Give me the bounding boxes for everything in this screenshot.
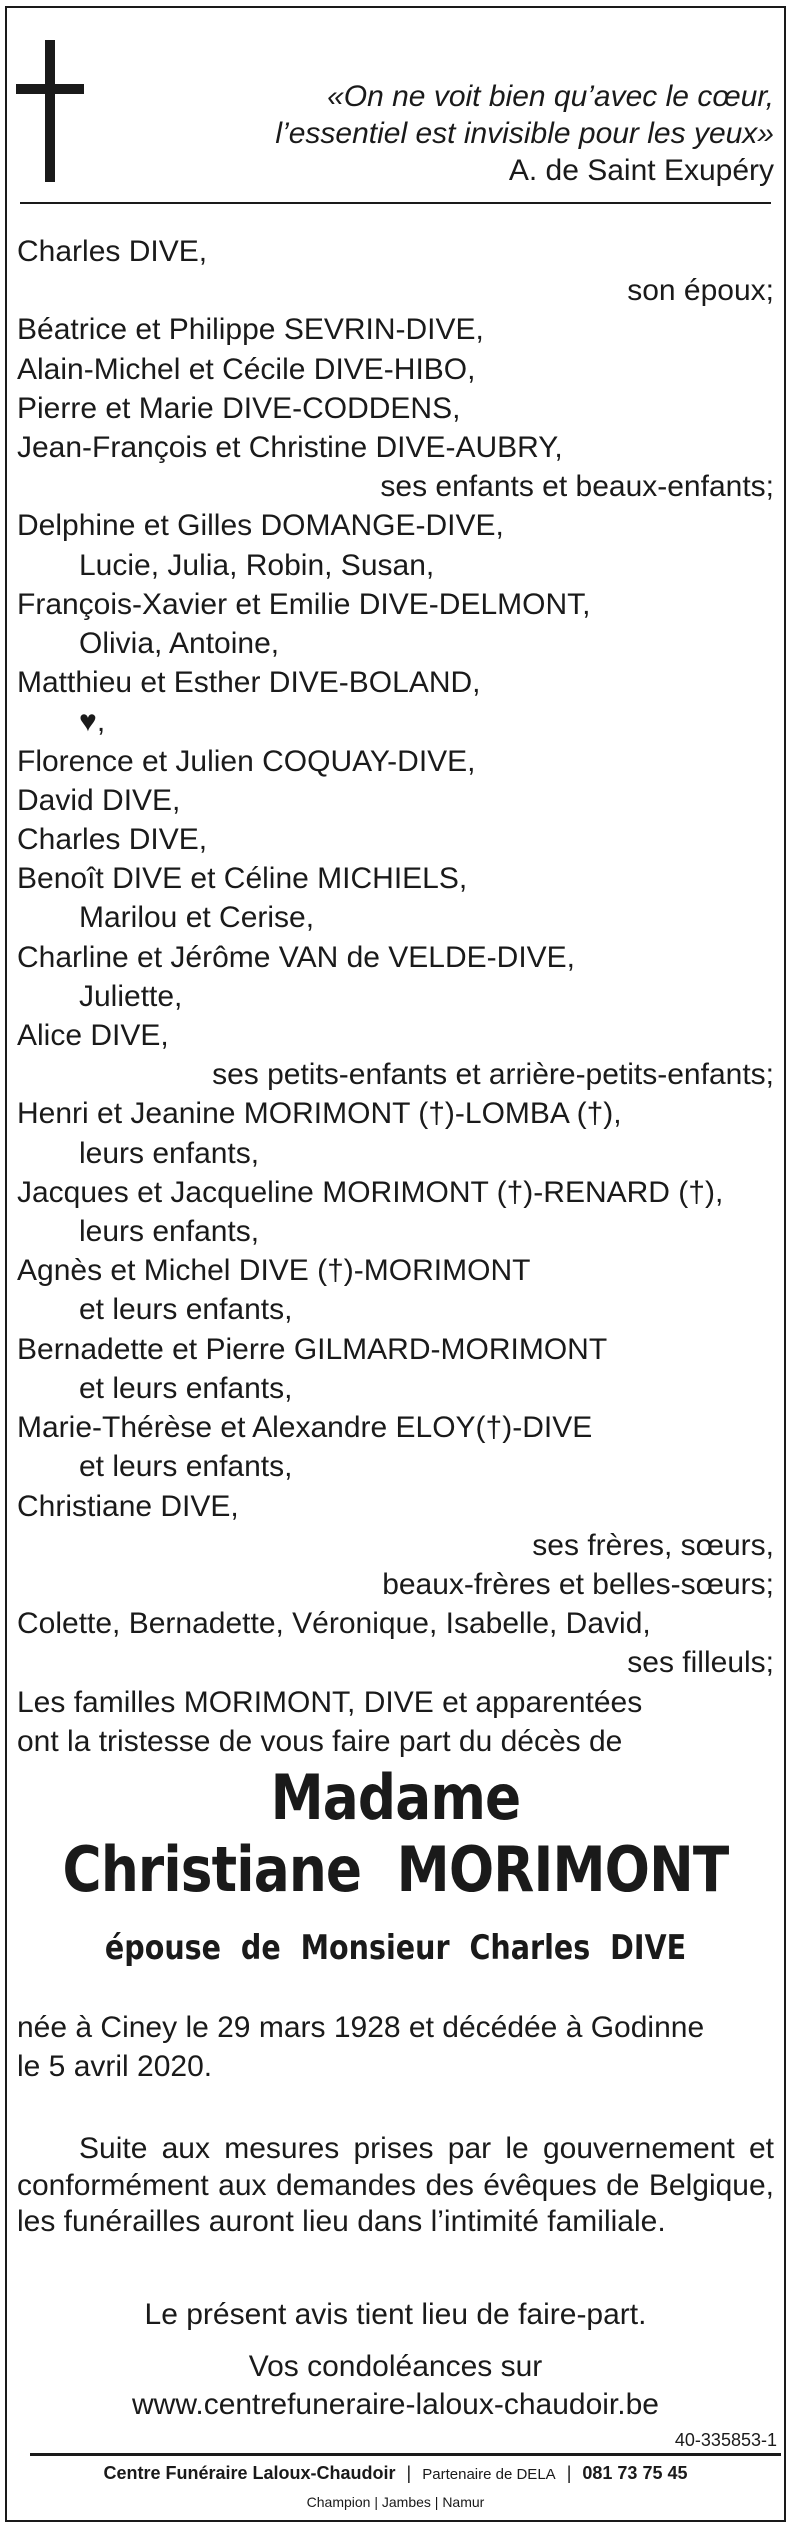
birth-death-line-2: le 5 avril 2020. — [17, 2050, 213, 2083]
siblings-relation-1: ses frères, sœurs, — [532, 1528, 774, 1562]
condolences-line: Vos condoléances sur — [248, 2350, 543, 2383]
present-notice: Le présent avis tient lieu de faire-part. — [144, 2298, 647, 2331]
announcement-line-2: ont la tristesse de vous faire part du décès de — [17, 1724, 623, 1758]
divider — [20, 202, 771, 204]
spouse-name: Charles DIVE, — [17, 235, 208, 268]
birth-death-line-1: née à Ciney le 29 mars 1928 et décédée à Godinne — [17, 2011, 705, 2044]
spouse-relation: son époux; — [627, 274, 774, 308]
list-item: Charles DIVE, — [17, 823, 208, 857]
children-list — [17, 310, 774, 467]
list-item: David DIVE, — [17, 783, 181, 817]
quote-line-1: «On ne voit bien qu’avec le cœur, — [327, 80, 774, 113]
grandchildren-list — [17, 506, 774, 1055]
siblings-list — [17, 1094, 774, 1525]
list-item: Juliette, — [79, 979, 183, 1013]
birth-death-dates — [17, 2008, 774, 2086]
list-item: leurs enfants, — [79, 1136, 260, 1170]
deceased-spouse: épouse de Monsieur Charles DIVE — [104, 1928, 687, 1968]
footer-phone[interactable]: 081 73 75 45 — [582, 2463, 688, 2483]
list-item: Charline et Jérôme VAN de VELDE-DIVE, — [17, 940, 576, 974]
list-item: Alice DIVE, — [17, 1019, 169, 1053]
list-item: Lucie, Julia, Robin, Susan, — [79, 548, 435, 582]
list-item: Bernadette et Pierre GILMARD-MORIMONT — [17, 1332, 608, 1366]
reference-number: 40-335853-1 — [674, 2430, 777, 2450]
list-item: leurs enfants, — [79, 1215, 260, 1249]
list-item: Olivia, Antoine, — [79, 627, 280, 661]
list-item: François-Xavier et Emilie DIVE-DELMONT, — [17, 587, 591, 621]
list-item: Jacques et Jacqueline MORIMONT (†)-RENARD (†), — [17, 1175, 724, 1209]
condolences-url[interactable]: www.centrefuneraire-laloux-chaudoir.be — [132, 2388, 659, 2421]
list-item: et leurs enfants, — [79, 1371, 293, 1405]
quote-author: A. de Saint Exupéry — [508, 154, 774, 187]
footer: Centre Funéraire Laloux-Chaudoir | Partenaire de DELA | 081 73 75 45 — [103, 2463, 688, 2483]
list-item: Alain-Michel et Cécile DIVE-HIBO, — [17, 352, 476, 386]
list-item: et leurs enfants, — [79, 1450, 293, 1484]
condolences — [0, 2348, 791, 2424]
list-item: Béatrice et Philippe SEVRIN-DIVE, — [17, 313, 484, 347]
list-item: Jean-François et Christine DIVE-AUBRY, — [17, 431, 563, 465]
list-item: Pierre et Marie DIVE-CODDENS, — [17, 391, 461, 425]
list-item: Henri et Jeanine MORIMONT (†)-LOMBA (†), — [17, 1097, 622, 1131]
deceased-block — [0, 1762, 791, 1968]
list-item: Benoît DIVE et Céline MICHIELS, — [17, 862, 468, 896]
list-item: Florence et Julien COQUAY-DIVE, — [17, 744, 476, 778]
siblings-relation-2: beaux-frères et belles-sœurs; — [382, 1567, 774, 1601]
footer-partner: Partenaire de DELA — [422, 2466, 556, 2483]
list-item: ♥, — [79, 705, 106, 739]
list-item: et leurs enfants, — [79, 1293, 293, 1327]
footer-locations: Champion | Jambes | Namur — [306, 2494, 485, 2510]
list-item: Marie-Thérèse et Alexandre ELOY(†)-DIVE — [17, 1411, 593, 1445]
deceased-title: Madame — [270, 1761, 521, 1834]
epigraph-quote — [275, 78, 774, 189]
deceased-name: Christiane MORIMONT — [62, 1833, 729, 1906]
announcement-line-1: Les familles MORIMONT, DIVE et apparentées — [17, 1685, 643, 1719]
funeral-notice: Suite aux mesures prises par le gouvernement et conformément aux demandes des évêques de Belgique, les funérailles auront lieu dans l’intimité familiale. — [17, 2132, 774, 2238]
list-item: Christiane DIVE, — [17, 1489, 239, 1523]
list-item: Matthieu et Esther DIVE-BOLAND, — [17, 666, 481, 700]
grandchildren-relation: ses petits-enfants et arrière-petits-enfants; — [212, 1058, 774, 1092]
list-item: Delphine et Gilles DOMANGE-DIVE, — [17, 509, 504, 543]
godchildren-names: Colette, Bernadette, Véronique, Isabelle, David, — [17, 1607, 651, 1641]
footer-company: Centre Funéraire Laloux-Chaudoir — [103, 2463, 396, 2483]
list-item: Agnès et Michel DIVE (†)-MORIMONT — [17, 1254, 531, 1288]
godchildren-relation: ses filleuls; — [627, 1646, 774, 1680]
quote-line-2: l’essentiel est invisible pour les yeux» — [275, 117, 774, 150]
list-item: Marilou et Cerise, — [79, 901, 315, 935]
cross-icon — [16, 40, 84, 182]
mourners-list — [17, 232, 774, 1761]
footer-divider — [30, 2453, 781, 2456]
children-relation: ses enfants et beaux-enfants; — [380, 470, 774, 504]
